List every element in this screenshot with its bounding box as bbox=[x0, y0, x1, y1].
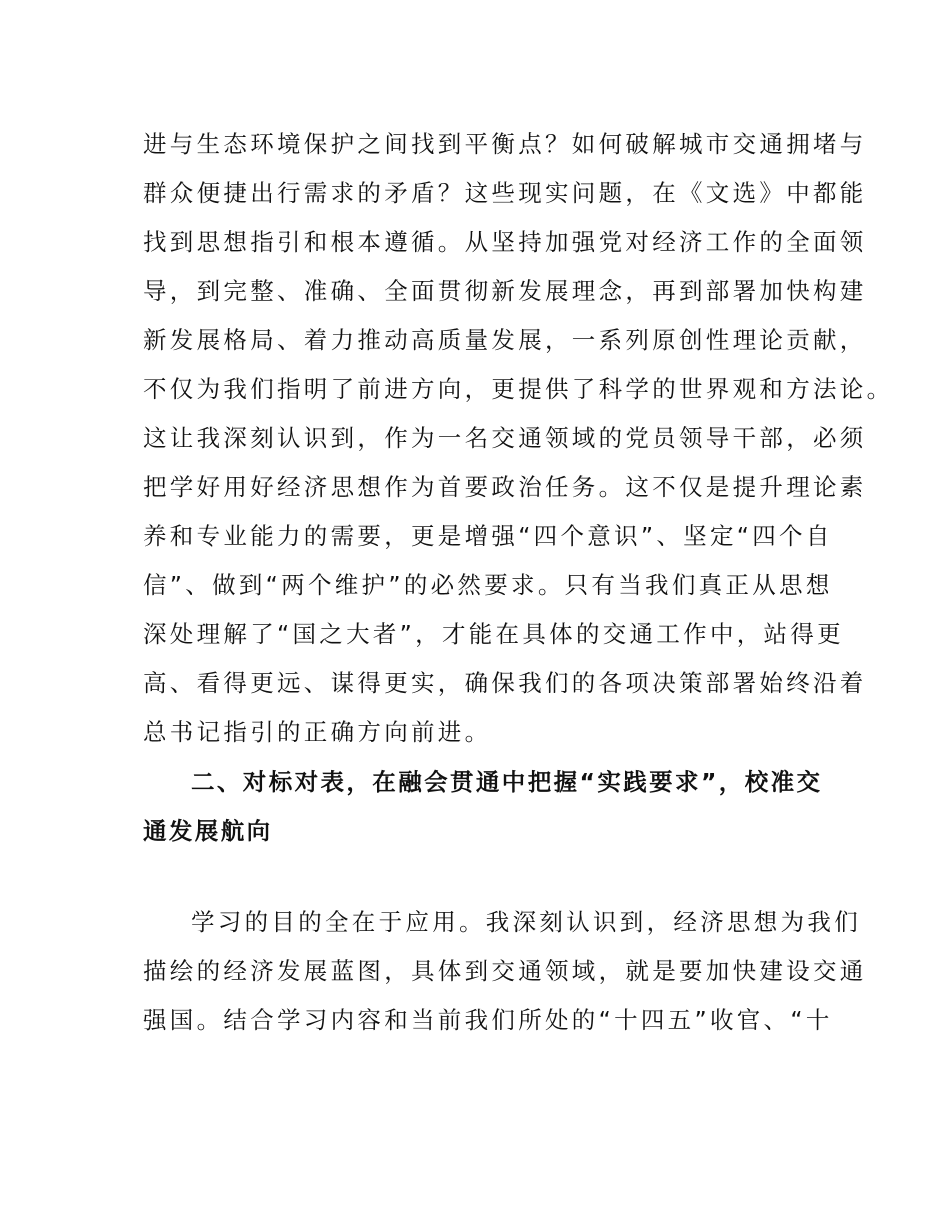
text-line: 导，到完整、准确、全面贯彻新发展理念，再到部署加快构建 bbox=[143, 277, 867, 305]
heading-line: 二、对标对表，在融会贯通中把握“实践要求”，校准交 bbox=[191, 768, 823, 796]
text-line: 找到思想指引和根本遵循。从坚持加强党对经济工作的全面领 bbox=[143, 228, 867, 256]
text-line: 把学好用好经济思想作为首要政治任务。这不仅是提升理论素 bbox=[143, 473, 867, 501]
text-line: 群众便捷出行需求的矛盾？这些现实问题，在《文选》中都能 bbox=[143, 179, 867, 207]
text-line: 高、看得更远、谋得更实，确保我们的各项决策部署始终沿着 bbox=[143, 669, 867, 697]
paragraph-section-intro bbox=[143, 898, 867, 1045]
section-heading bbox=[143, 758, 843, 856]
text-line: 养和专业能力的需要，更是增强“四个意识”、坚定“四个自 bbox=[143, 522, 833, 550]
heading-line: 通发展航向 bbox=[143, 817, 273, 845]
text-line: 新发展格局、着力推动高质量发展，一系列原创性理论贡献， bbox=[143, 326, 867, 354]
text-line: 深处理解了“国之大者”，才能在具体的交通工作中，站得更 bbox=[143, 620, 844, 648]
text-line: 信”、做到“两个维护”的必然要求。只有当我们真正从思想 bbox=[143, 571, 833, 599]
paragraph-continuation bbox=[143, 120, 894, 757]
text-line: 进与生态环境保护之间找到平衡点？如何破解城市交通拥堵与 bbox=[143, 130, 867, 158]
text-line: 总书记指引的正确方向前进。 bbox=[143, 718, 492, 746]
text-line: 描绘的经济发展蓝图，具体到交通领域，就是要加快建设交通 bbox=[143, 957, 867, 985]
text-line: 这让我深刻认识到，作为一名交通领域的党员领导干部，必须 bbox=[143, 424, 867, 452]
text-line: 强国。结合学习内容和当前我们所处的“十四五”收官、“十 bbox=[143, 1006, 833, 1034]
text-line: 学习的目的全在于应用。我深刻认识到，经济思想为我们 bbox=[191, 908, 861, 936]
text-line: 不仅为我们指明了前进方向，更提供了科学的世界观和方法论。 bbox=[143, 375, 894, 403]
